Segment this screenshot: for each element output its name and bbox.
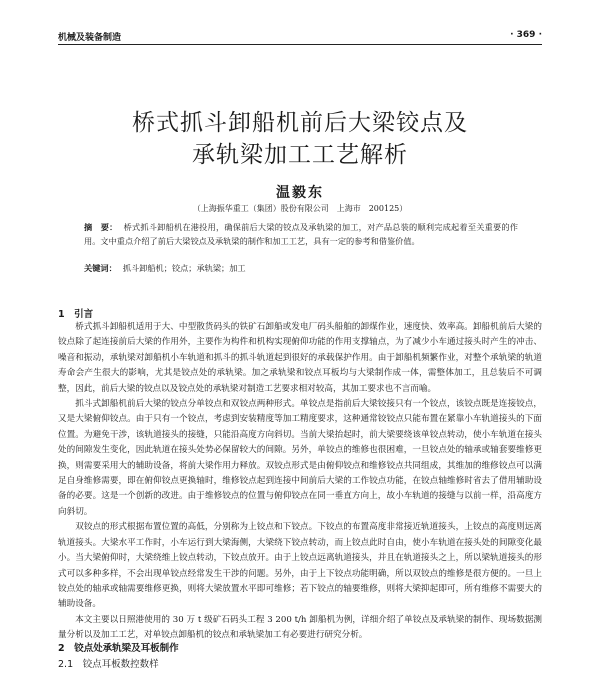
journal-name: 机械及装备制造	[58, 33, 122, 43]
title-line-1: 桥式抓斗卸船机前后大梁铰点及	[132, 110, 468, 136]
keywords	[84, 263, 518, 274]
title-line-2: 承轨梁加工工艺解析	[192, 142, 408, 168]
running-head	[58, 30, 542, 45]
paragraph: 抓斗式卸船机前后大梁的铰点分单铰点和双铰点两种形式。单铰点是指前后大梁铰接只有一个铰点，该铰点既是连接铰点，又是大梁俯仰铰点。由于只有一个铰点，考虑到安装精度等加工精度要求，这种通常铰铰点只能布置在紧靠小车轨道接头的下面位置。为避免干涉，该轨道接头的接缝，只能沿高度方向斜切。当前大梁抬起时，前大梁要绕该单铰点转动，使小车轨道在接头处的间隙发生变化，因此轨道在接头处势必保留较大的间隙。另外，单铰点的维修也很困难，一旦铰点处的轴承或轴套要维修更换，则需要采用大的辅助设备，将前大梁作用力释放。双铰点形式是由俯仰铰点和维修铰点共同组成，其维加的维修铰点可以满足自身维修需要，即在俯仰铰点更换轴时，维修铰点起到连接中间前后大梁的工作铰点功能，在铰点轴维修时省去了借用辅助设备的必要。这是一个创新的改进。由于维修铰点的位置与俯仰铰点在同一垂直方向上，故小车轨道的接缝与以前一样，沿高度方向斜切。	[58, 399, 542, 517]
section-2-1-heading: 2.1 铰点耳板数控数样	[58, 659, 159, 670]
paragraph: 本文主要以日照港使用的 30 万 t 级矿石码头工程 3 200 t/h 卸船机为例，详细介绍了单铰点及承轨梁的制作、现场数据测量分析以及加工工艺，对单铰点卸船机的铰点和承轨梁加工有必要进行研究分析。	[58, 614, 542, 641]
section-2-heading: 2 铰点处承轨梁及耳板制作	[58, 643, 179, 654]
affiliation: （上海振华重工（集团）股份有限公司 上海市 200125）	[192, 204, 408, 213]
abstract-label: 摘 要：	[84, 222, 118, 232]
paragraph: 双铰点的形式根据布置位置的高低，分别称为上铰点和下铰点。下铰点的布置高度非常接近轨道接头，上铰点的高度则远离轨道接头。大梁水平工作时，小车运行到大梁海侧，大梁绕下铰点转动，而上铰点此时自由，使小车轨道在接头处的间隙变化最小。当大梁俯仰时，大梁绕维上铰点转动，下铰点放开。由于上铰点远离轨道接头，并且在轨道接头之上，所以梁轨道接头的形式可以多种多样，不会出现单铰点经常发生干涉的问题。另外，由于上下铰点功能明确，所以双铰点的维修是很方便的。一旦上铰点处的轴承或轴需要维修更换，则将大梁放置水平即可维修；若下铰点的轴要维修，则将大梁抑起即可，所有维修不需要大的辅助设备。	[58, 522, 542, 610]
keywords-label: 关键词：	[84, 263, 117, 273]
abstract-text: 桥式抓斗卸船机在港投用，确保前后大梁的铰点及承轨梁的加工，对产品总装的顺利完成起着至关重要的作用。文中重点介绍了前后大梁铰点及承轨梁的制作和加工工艺，具有一定的参考和借鉴价值。	[84, 222, 518, 246]
section-1-body	[58, 320, 542, 644]
abstract	[84, 220, 518, 248]
paragraph: 桥式抓斗卸船机适用于大、中型散货码头的铁矿石卸船或发电厂码头船舶的卸煤作业，速度快、效率高。卸船机前后大梁的铰点除了起连接前后大梁的作用外，主要作为构件和机构实现俯仰功能的作用支撑轴点，为了减少小车通过接头时产生的冲击、噪音和振动，承轨梁对卸船机小车轨道和抓斗的抓斗轨道起到很好的承载保护作用。由于卸船机频繁作业，对整个承轨梁的轨道寿命会产生很大的影响，尤其是铰点处的承轨梁。加之承轨梁和铰点耳板均与大梁制作成一体，需整体加工，且总装后不可调整，因此，前后大梁的铰点以及铰点处的承轨梁对制造工艺要求相对较高，其加工要求也不言而喻。	[58, 322, 542, 394]
author: 温毅东	[276, 185, 324, 201]
keywords-text: 抓斗卸船机；铰点；承轨梁；加工	[122, 263, 246, 273]
page-number: · 369 ·	[510, 30, 542, 40]
section-1-heading: 1 引言	[58, 309, 94, 320]
